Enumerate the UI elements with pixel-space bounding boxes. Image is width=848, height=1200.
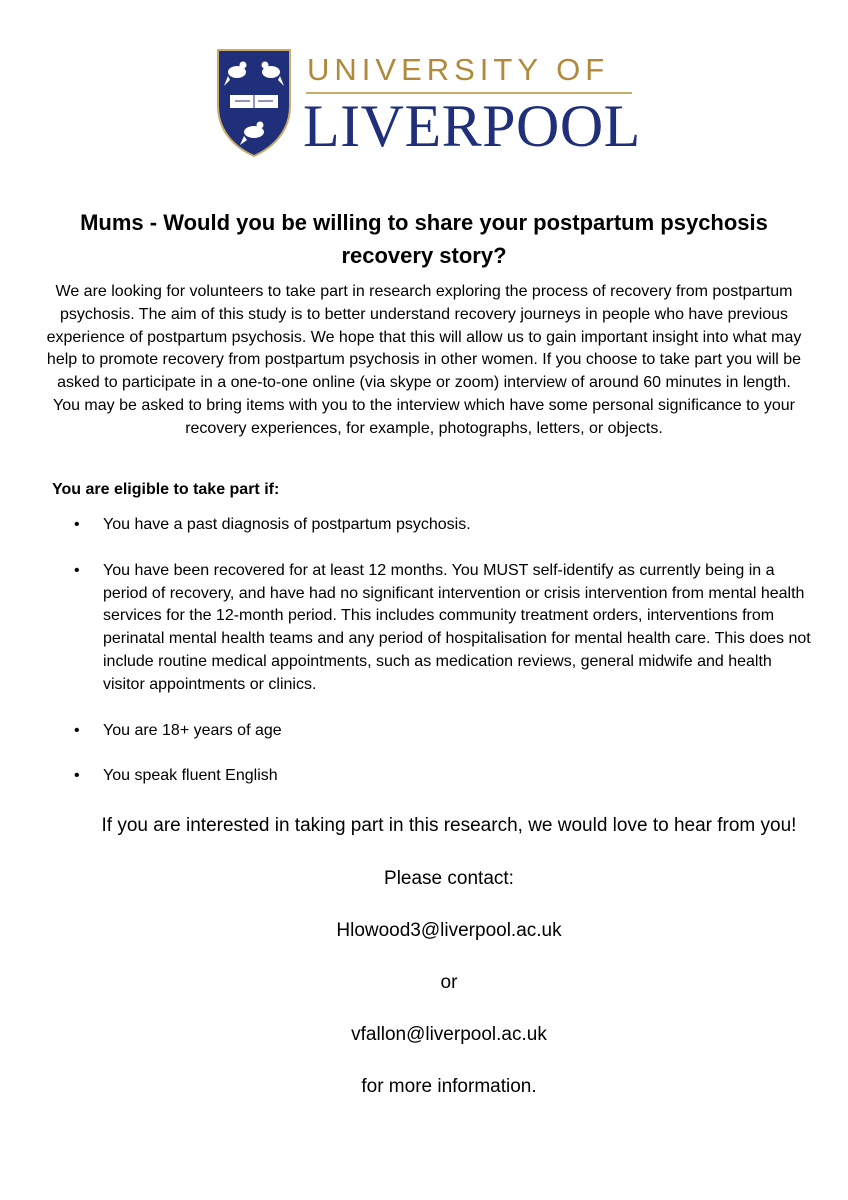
liver-bird-crest-icon: [216, 48, 292, 158]
university-logo: [216, 48, 641, 160]
page-title: Mums - Would you be willing to share your postpartum psychosis recovery story?: [80, 210, 768, 268]
bullet-icon: •: [74, 721, 80, 739]
list-item-text: You have a past diagnosis of postpartum psychosis.: [103, 516, 471, 533]
intro-paragraph: We are looking for volunteers to take part in research exploring the process of recovery from postpartum psychosis. The aim of this study is to better understand recovery journeys in people who have previous experience of postpartum psychosis. We hope that this will allow us to gain important insight into what may help to promote recovery from postpartum psychosis in other women. If you choose to take part you will be asked to participate in a one-to-one online (via skype or zoom) interview of around 60 minutes in length. You may be asked to bring items with you to the interview which have some personal significance to your recovery experiences, for example, photographs, letters, or objects.: [46, 283, 802, 437]
more-info-text: for more information.: [361, 1076, 537, 1097]
bullet-icon: •: [74, 516, 80, 533]
bullet-icon: •: [74, 767, 80, 785]
list-item: [74, 514, 814, 537]
list-item-text: You speak fluent English: [103, 767, 278, 785]
logo-university-of: UNIVERSITY OF: [307, 52, 610, 87]
contact-section: [84, 813, 814, 1100]
list-item: [74, 765, 814, 788]
logo-city: LIVERPOOL: [303, 93, 641, 159]
list-item-text: You are 18+ years of age: [103, 721, 282, 739]
list-item: [74, 560, 814, 697]
contact-email-1: Hlowood3@liverpool.ac.uk: [336, 920, 562, 941]
interest-message: If you are interested in taking part in this research, we would love to hear from you!: [101, 815, 797, 836]
list-item: [74, 720, 814, 743]
contact-email-2: vfallon@liverpool.ac.uk: [351, 1024, 547, 1045]
bullet-icon: •: [74, 561, 80, 579]
please-contact-label: Please contact:: [384, 868, 514, 889]
eligibility-heading: You are eligible to take part if:: [52, 481, 280, 498]
eligibility-list: [74, 514, 814, 811]
list-item-text: You have been recovered for at least 12 months. You MUST self-identify as currently being in a period of recovery, and have had no significant intervention or crisis intervention from mental health services for the 12-month period. This includes community treatment orders, interventions from perinatal mental health teams and any period of hospitalisation for mental health care. This does not include routine medical appointments, such as medication reviews, general midwife and health visitor appointments or clinics.: [103, 561, 811, 693]
or-separator: or: [440, 972, 458, 993]
